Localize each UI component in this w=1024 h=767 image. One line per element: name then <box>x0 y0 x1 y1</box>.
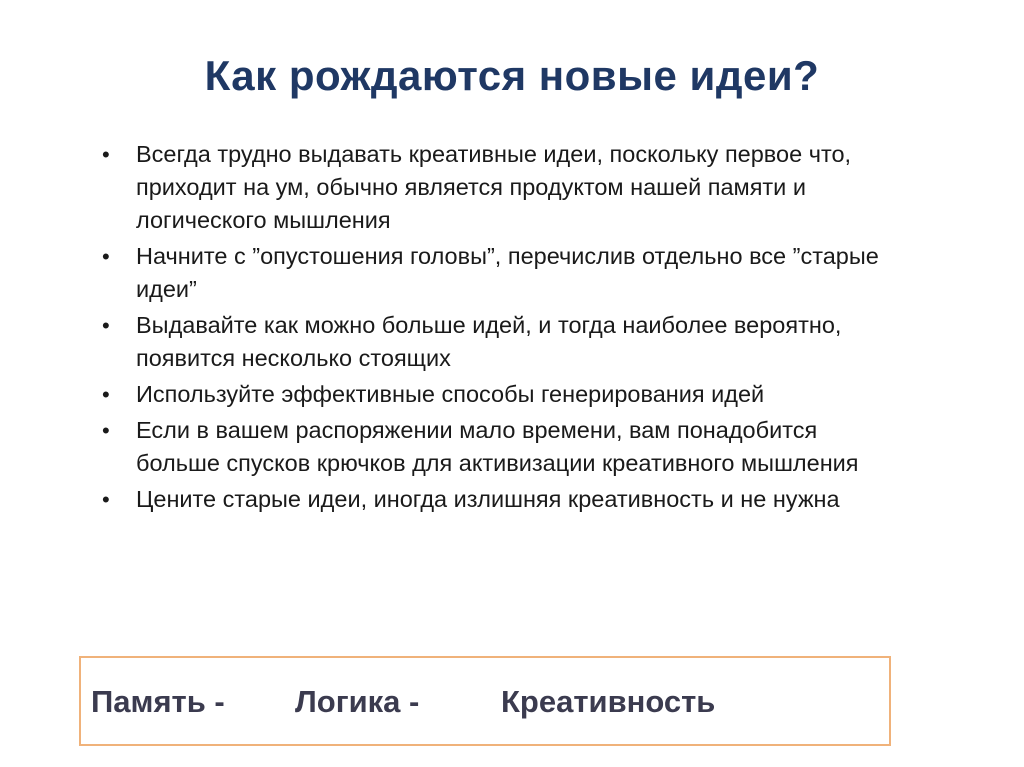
bullet-item <box>100 309 880 375</box>
summary-term-logic: Логика - <box>295 684 420 719</box>
bullet-icon: • <box>102 142 110 167</box>
bullet-icon: • <box>102 382 110 407</box>
bullet-text: Используйте эффективные способы генерирования идей <box>136 381 765 407</box>
summary-box <box>79 656 891 746</box>
bullet-item <box>100 378 880 411</box>
bullet-item <box>100 138 880 237</box>
bullet-item <box>100 483 880 516</box>
bullet-icon: • <box>102 418 110 443</box>
bullet-text: Выдавайте как можно больше идей, и тогда наиболее вероятно, появится несколько стоящих <box>136 312 842 371</box>
bullet-item <box>100 414 880 480</box>
bullet-list <box>100 138 880 519</box>
bullet-text: Если в вашем распоряжении мало времени, вам понадобится больше спусков крючков для активизации креативного мышления <box>136 417 859 476</box>
bullet-text: Начните с ”опустошения головы”, перечислив отдельно все ”старые идеи” <box>136 243 879 302</box>
bullet-text: Цените старые идеи, иногда излишняя креативность и не нужна <box>136 486 840 512</box>
bullet-text: Всегда трудно выдавать креативные идеи, поскольку первое что, приходит на ум, обычно является продуктом нашей памяти и логического мышления <box>136 141 852 233</box>
summary-term-creativity: Креативность <box>501 684 716 719</box>
bullet-icon: • <box>102 244 110 269</box>
slide-title: Как рождаются новые идеи? <box>204 52 820 99</box>
summary-term-memory: Память - <box>91 684 225 719</box>
bullet-icon: • <box>102 487 110 512</box>
bullet-item <box>100 240 880 306</box>
bullet-icon: • <box>102 313 110 338</box>
